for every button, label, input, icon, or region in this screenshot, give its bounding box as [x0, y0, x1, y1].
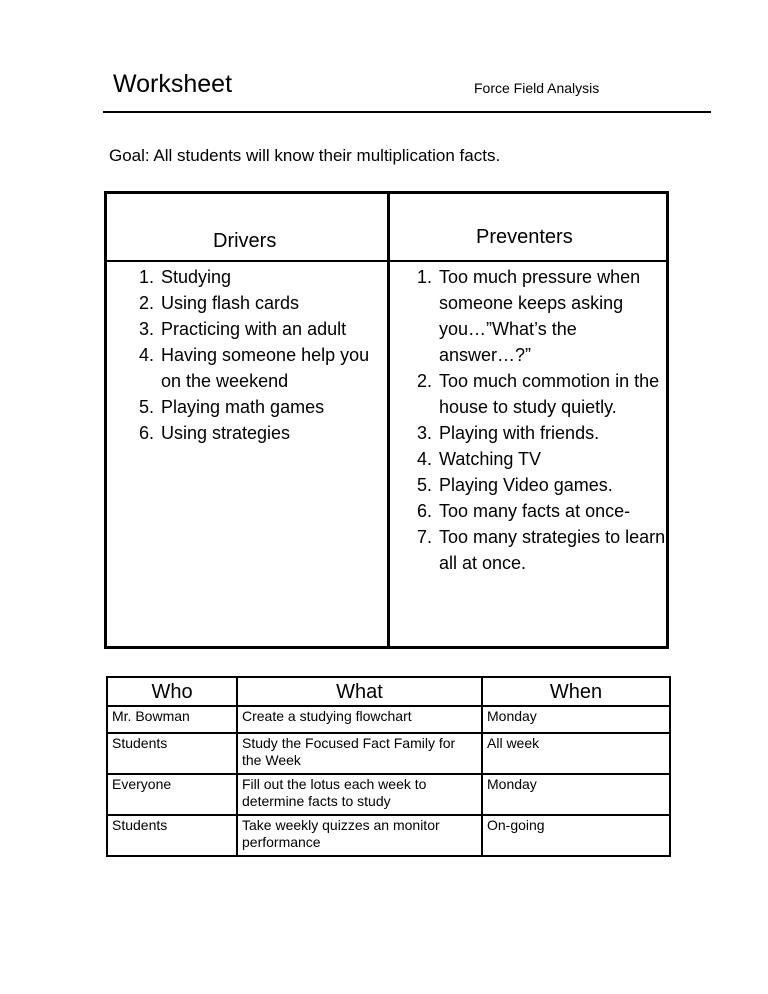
- preventer-item: 4. Watching TV: [417, 449, 542, 469]
- preventers-list: [417, 264, 667, 576]
- what-cell: Study the Focused Fact Family for the Week: [237, 733, 482, 774]
- worksheet-title: Worksheet: [113, 70, 233, 98]
- who-header: Who: [107, 677, 237, 706]
- who-cell: Mr. Bowman: [107, 706, 237, 733]
- when-cell: Monday: [482, 774, 670, 815]
- preventer-item: 5. Playing Video games.: [417, 475, 613, 495]
- when-cell: On-going: [482, 815, 670, 856]
- driver-item: 4. Having someone help you on the weekend: [139, 345, 370, 391]
- what-cell: Take weekly quizzes an monitor performance: [237, 815, 482, 856]
- preventers-header-rule: [390, 260, 666, 262]
- driver-item: 6. Using strategies: [139, 423, 291, 443]
- worksheet-subtitle: Force Field Analysis: [474, 80, 600, 96]
- preventer-item: 2. Too much commotion in the house to study quietly.: [417, 371, 660, 417]
- preventer-item: 6. Too many facts at once-: [417, 501, 631, 521]
- header-divider: [103, 111, 711, 113]
- preventers-heading: Preventers: [476, 226, 573, 248]
- driver-item: 3. Practicing with an adult: [139, 319, 347, 339]
- drivers-heading: Drivers: [213, 230, 277, 252]
- table-row: [107, 733, 670, 774]
- drivers-header-rule: [107, 260, 387, 262]
- what-header: What: [237, 677, 482, 706]
- preventer-item: 7. Too many strategies to learn all at once.: [417, 527, 666, 573]
- driver-item: 2. Using flash cards: [139, 293, 300, 313]
- table-row: [107, 706, 670, 733]
- driver-item: 1. Studying: [139, 267, 232, 287]
- driver-item: 5. Playing math games: [139, 397, 325, 417]
- who-cell: Everyone: [107, 774, 237, 815]
- who-cell: Students: [107, 733, 237, 774]
- goal-statement: Goal: All students will know their multiplication facts.: [109, 146, 501, 165]
- drivers-list: [139, 264, 376, 446]
- force-field-table: [104, 191, 669, 649]
- what-cell: Fill out the lotus each week to determine facts to study: [237, 774, 482, 815]
- preventer-item: 1. Too much pressure when someone keeps asking you…”What’s the answer…?”: [417, 267, 641, 365]
- what-cell: Create a studying flowchart: [237, 706, 482, 733]
- action-header-row: [107, 677, 670, 706]
- preventer-item: 3. Playing with friends.: [417, 423, 600, 443]
- when-cell: Monday: [482, 706, 670, 733]
- table-row: [107, 815, 670, 856]
- table-row: [107, 774, 670, 815]
- when-cell: All week: [482, 733, 670, 774]
- who-cell: Students: [107, 815, 237, 856]
- when-header: When: [482, 677, 670, 706]
- action-plan-table: [106, 676, 671, 857]
